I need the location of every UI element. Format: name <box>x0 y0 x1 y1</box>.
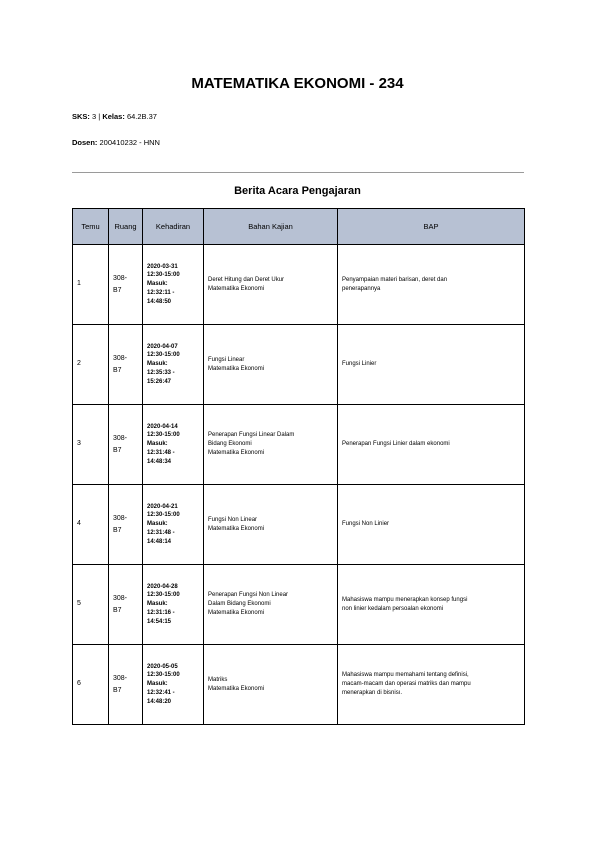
cell-kehadiran-line: 14:48:50 <box>147 298 172 305</box>
cell-kehadiran-line: 2020-04-14 <box>147 423 178 430</box>
cell-bahan-kajian-line: Matematika Ekonomi <box>208 365 265 372</box>
cell-kehadiran-line: Masuk: <box>147 681 168 688</box>
cell-ruang-line: B7 <box>113 686 122 694</box>
cell-bahan-kajian <box>204 245 338 325</box>
cell-kehadiran-line: 12:30-15:00 <box>147 592 180 599</box>
table-body <box>73 245 525 725</box>
cell-temu: 5 <box>73 565 109 645</box>
cell-ruang-line: B7 <box>113 606 122 614</box>
cell-bap-line: Fungsi Linier <box>342 361 377 368</box>
cell-bahan-kajian-line: Dalam Bidang Ekonomi <box>208 601 271 608</box>
cell-bap-line: Fungsi Non Linier <box>342 521 390 528</box>
dosen-value: 200410232 - HNN <box>99 138 160 147</box>
cell-temu: 2 <box>73 325 109 405</box>
column-header-kehadiran: Kehadiran <box>143 209 204 245</box>
cell-bap-line: non linier kedalam persoalan ekonomi <box>342 605 444 612</box>
cell-bahan-kajian-line: Matematika Ekonomi <box>208 685 265 692</box>
cell-bap-line: Mahasiswa mampu memahami tentang definisi, <box>342 672 469 679</box>
cell-kehadiran-line: 2020-05-05 <box>147 663 178 670</box>
cell-bahan-kajian-line: Matematika Ekonomi <box>208 525 265 532</box>
cell-bap-line: Penerapan Fungsi Linier dalam ekonomi <box>342 441 450 448</box>
cell-ruang-line: B7 <box>113 286 122 294</box>
cell-bap <box>338 405 525 485</box>
cell-bap-line: Penyampaian materi barisan, deret dan <box>342 276 448 283</box>
cell-kehadiran-line: 14:48:34 <box>147 458 172 465</box>
cell-temu: 3 <box>73 405 109 485</box>
cell-kehadiran-line: 2020-04-07 <box>147 343 178 350</box>
cell-bahan-kajian <box>204 405 338 485</box>
cell-ruang-line: 308- <box>113 355 128 363</box>
cell-bap <box>338 645 525 725</box>
lecturer-info <box>72 138 160 147</box>
column-header-ruang: Ruang <box>109 209 143 245</box>
cell-ruang-line: 308- <box>113 275 128 283</box>
cell-bahan-kajian-line: Fungsi Linear <box>208 356 245 363</box>
section-title: Berita Acara Pengajaran <box>234 185 361 197</box>
cell-kehadiran-line: 12:30-15:00 <box>147 352 180 359</box>
cell-ruang <box>109 245 143 325</box>
cell-kehadiran-line: Masuk: <box>147 521 168 528</box>
cell-kehadiran-line: 14:48:20 <box>147 698 172 705</box>
column-header-bahan-kajian: Bahan Kajian <box>204 209 338 245</box>
cell-bahan-kajian-line: Matematika Ekonomi <box>208 609 265 616</box>
page-title: MATEMATIKA EKONOMI - 234 <box>191 75 404 92</box>
cell-ruang-line: 308- <box>113 515 128 523</box>
cell-kehadiran-line: 2020-04-21 <box>147 503 178 510</box>
cell-kehadiran-line: 12:30-15:00 <box>147 512 180 519</box>
cell-bahan-kajian <box>204 325 338 405</box>
column-header-bap: BAP <box>338 209 525 245</box>
cell-ruang <box>109 405 143 485</box>
cell-bap-line: penerapannya <box>342 285 381 292</box>
cell-bahan-kajian-line: Penerapan Fungsi Linear Dalam <box>208 432 295 439</box>
cell-kehadiran-line: 12:30-15:00 <box>147 272 180 279</box>
cell-bap <box>338 325 525 405</box>
cell-bahan-kajian-line: Deret Hitung dan Deret Ukur <box>208 276 285 283</box>
course-info <box>72 112 157 121</box>
cell-ruang-line: 308- <box>113 435 128 443</box>
cell-kehadiran-line: 15:26:47 <box>147 378 172 385</box>
cell-kehadiran <box>143 485 204 565</box>
cell-bahan-kajian-line: Matriks <box>208 676 228 683</box>
cell-bap <box>338 245 525 325</box>
table-row <box>73 485 525 565</box>
cell-kehadiran-line: 12:35:33 - <box>147 369 175 376</box>
sks-value: 3 <box>92 112 97 121</box>
cell-temu: 6 <box>73 645 109 725</box>
cell-kehadiran <box>143 405 204 485</box>
cell-bahan-kajian-line: Matematika Ekonomi <box>208 285 265 292</box>
cell-kehadiran <box>143 645 204 725</box>
cell-ruang-line: B7 <box>113 446 122 454</box>
cell-bahan-kajian-line: Penerapan Fungsi Non Linear <box>208 592 289 599</box>
cell-ruang <box>109 485 143 565</box>
table-row <box>73 405 525 485</box>
cell-ruang-line: 308- <box>113 675 128 683</box>
cell-kehadiran-line: 12:32:41 - <box>147 689 175 696</box>
cell-bahan-kajian <box>204 645 338 725</box>
cell-bap-line: menerapkan di bisnisı. <box>342 689 403 696</box>
cell-kehadiran-line: Masuk: <box>147 281 168 288</box>
cell-temu: 1 <box>73 245 109 325</box>
cell-bahan-kajian-line: Fungsi Non Linear <box>208 516 258 523</box>
cell-kehadiran-line: 2020-03-31 <box>147 263 178 270</box>
cell-kehadiran-line: 14:48:14 <box>147 538 172 545</box>
dosen-label: Dosen: <box>72 138 98 147</box>
cell-kehadiran-line: 12:31:16 - <box>147 609 175 616</box>
cell-temu: 4 <box>73 485 109 565</box>
separator: | <box>98 112 101 121</box>
cell-ruang-line: 308- <box>113 595 128 603</box>
cell-kehadiran-line: 12:30-15:00 <box>147 432 180 439</box>
cell-bahan-kajian-line: Matematika Ekonomi <box>208 449 265 456</box>
cell-ruang-line: B7 <box>113 366 122 374</box>
cell-kehadiran-line: 12:31:48 - <box>147 529 175 536</box>
cell-bahan-kajian-line: Bidang Ekonomi <box>208 441 252 448</box>
cell-bahan-kajian <box>204 485 338 565</box>
cell-kehadiran-line: Masuk: <box>147 601 168 608</box>
divider <box>72 172 524 173</box>
cell-ruang <box>109 645 143 725</box>
cell-bahan-kajian <box>204 565 338 645</box>
cell-kehadiran-line: 12:30-15:00 <box>147 672 180 679</box>
cell-kehadiran-line: 12:32:11 - <box>147 289 175 296</box>
cell-ruang <box>109 325 143 405</box>
cell-kehadiran <box>143 325 204 405</box>
cell-bap <box>338 565 525 645</box>
table-row <box>73 565 525 645</box>
column-header-temu: Temu <box>73 209 109 245</box>
cell-kehadiran-line: 12:31:48 - <box>147 449 175 456</box>
table-header-row <box>73 209 525 245</box>
bap-table <box>72 208 525 725</box>
table-row <box>73 325 525 405</box>
kelas-value: 64.2B.37 <box>126 112 157 121</box>
cell-kehadiran <box>143 565 204 645</box>
cell-ruang-line: B7 <box>113 526 122 534</box>
kelas-label: Kelas: <box>102 112 125 121</box>
cell-bap-line: macam-macam dan operasi matriks dan mampu <box>342 681 471 688</box>
table-row <box>73 245 525 325</box>
cell-kehadiran-line: 2020-04-28 <box>147 583 178 590</box>
cell-kehadiran-line: 14:54:15 <box>147 618 172 625</box>
cell-bap-line: Mahasiswa mampu menerapkan konsep fungsi <box>342 596 468 603</box>
cell-bap <box>338 485 525 565</box>
cell-kehadiran-line: Masuk: <box>147 361 168 368</box>
cell-ruang <box>109 565 143 645</box>
table-row <box>73 645 525 725</box>
cell-kehadiran-line: Masuk: <box>147 441 168 448</box>
sks-label: SKS: <box>72 112 90 121</box>
cell-kehadiran <box>143 245 204 325</box>
